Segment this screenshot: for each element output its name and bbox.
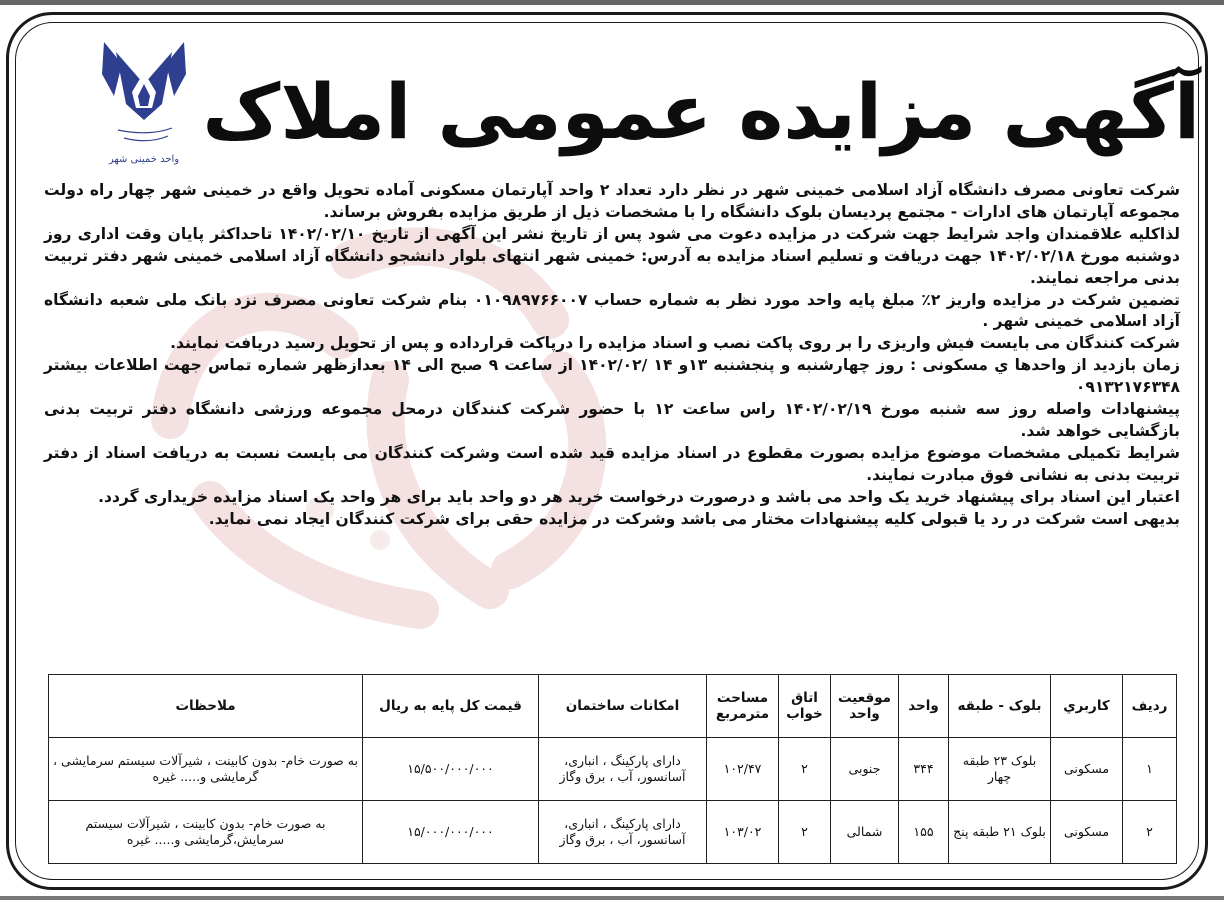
page-title: آگهی مزایده عمومی املاک xyxy=(202,67,1200,156)
paragraph-disclaimer: بدیهی است شرکت در رد یا قبولی کلیه پیشنهادات مختار می باشد وشرکت در مزایده حقی برای شرکت کنندگان ایجاد نمی نماید. xyxy=(208,509,1180,528)
header-row-number: ردیف xyxy=(1123,675,1177,738)
header-block-floor: بلوک - طبقه xyxy=(949,675,1051,738)
header-area: مساحت مترمربع xyxy=(707,675,779,738)
paragraph-invitation: لذاکلیه علاقمندان واجد شرایط جهت شرکت در مزایده دعوت می شود پس از تاریخ نشر این آگهی از تاریخ ۱۴۰۲/۰۲/۱۰ تاحداکثر پایان وقت اداری روز دوشنبه مورخ ۱۴۰۲/۰۲/۱۸ جهت دریافت و تسلیم اسناد مزایده به آدرس: خمینی شهر انتهای بلوار دانشجو دانشگاه آزاد اسلامی خمینی شهر دفتر تربیت بدنی مراجعه نمایند. xyxy=(44,224,1180,287)
top-rule xyxy=(0,0,1224,5)
header-facilities: امکانات ساختمان xyxy=(539,675,707,738)
university-logo-icon xyxy=(96,34,192,174)
cell-area: ۱۰۳/۰۲ xyxy=(707,801,779,864)
cell-notes: به صورت خام- بدون کابینت ، شیرآلات سیستم سرمایش،گرمایشی و..... غیره xyxy=(49,801,363,864)
paragraph-visit-time: زمان بازدید از واحدها ي مسکونی : روز چهارشنبه و پنجشنبه ۱۳و ۱۴ /۱۴۰۲/۰۲ از ساعت ۹ صبح الی ۱۴ بعدازظهر شماره تماس جهت اطلاعات بیشتر ۰۹۱۳۲۱۷۶۳۴۸ xyxy=(44,356,1181,397)
header-base-price: قیمت کل پایه به ریال xyxy=(363,675,539,738)
cell-row-number: ۲ xyxy=(1123,801,1177,864)
logo-caption: واحد خمینی شهر xyxy=(108,154,180,165)
cell-block-floor: بلوک ۲۱ طبقه پنج xyxy=(949,801,1051,864)
bottom-rule xyxy=(0,896,1224,900)
paragraph-envelope: شرکت کنندگان می بایست فیش واریزی را بر روی پاکت نصب و اسناد مزایده را درپاکت قرارداده و پس از تحویل رسید دریافت نمایند. xyxy=(170,334,1180,353)
paragraph-opening: پیشنهادات واصله روز سه شنبه مورخ ۱۴۰۲/۰۲/۱۹ راس ساعت ۱۲ با حضور شرکت کنندگان درمحل مجموعه ورزشی دانشگاه دفتر تربیت بدنی بازگشایی خواهد شد. xyxy=(44,400,1180,440)
cell-bedrooms: ۲ xyxy=(779,801,831,864)
cell-facilities: دارای پارکینگ ، انباری، آسانسور، آب ، برق وگاز xyxy=(539,801,707,864)
table-row xyxy=(49,738,1177,801)
cell-block-floor: بلوک ۲۳ طبقه چهار xyxy=(949,738,1051,801)
paragraph-intro: شرکت تعاونی مصرف دانشگاه آزاد اسلامی خمینی شهر در نظر دارد تعداد ۲ واحد آپارتمان مسکونی آماده تحویل واقع در خمینی شهر چهار راه دولت مجموعه آپارتمان های ادارات - مجتمع پردیسان بلوک دانشگاه را با مشخصات ذیل از طریق مزایده بفروش برساند. xyxy=(44,181,1180,221)
announcement-body xyxy=(44,180,1180,531)
header-unit: واحد xyxy=(899,675,949,738)
header-notes: ملاحظات xyxy=(49,675,363,738)
cell-usage: مسکونی xyxy=(1051,738,1123,801)
cell-unit: ۳۴۴ xyxy=(899,738,949,801)
header-bedrooms: اتاق خواب xyxy=(779,675,831,738)
units-table xyxy=(48,674,1177,864)
cell-row-number: ۱ xyxy=(1123,738,1177,801)
cell-notes: به صورت خام- بدون کابینت ، شیرآلات سیستم سرمایشی ، گرمایشی و..... غیره xyxy=(49,738,363,801)
cell-bedrooms: ۲ xyxy=(779,738,831,801)
cell-usage: مسکونی xyxy=(1051,801,1123,864)
cell-position: جنوبی xyxy=(831,738,899,801)
cell-unit: ۱۵۵ xyxy=(899,801,949,864)
header-position: موقعیت واحد xyxy=(831,675,899,738)
table-row xyxy=(49,801,1177,864)
paragraph-guarantee: تضمین شرکت در مزایده واریز ۲٪ مبلغ پایه واحد مورد نظر به شماره حساب ۰۱۰۹۸۹۷۶۶۰۰۷ بنام شرکت تعاونی مصرف نزد بانک ملی شعبه دانشگاه آزاد اسلامی خمینی شهر . xyxy=(44,290,1180,331)
paragraph-conditions: شرایط تکمیلی مشخصات موضوع مزایده بصورت مقطوع در اسناد مزایده قید شده است وشرکت کنندگان می بایست نسبت به دریافت اسناد از دفتر تربیت بدنی به نشانی فوق مبادرت نمایند. xyxy=(44,443,1180,484)
paragraph-validity: اعتبار این اسناد برای پیشنهاد خرید یک واحد می باشد و درصورت درخواست خرید هر دو واحد باید برای هر واحد یک اسناد مزایده خریداری گردد. xyxy=(98,487,1180,506)
cell-position: شمالی xyxy=(831,801,899,864)
header-usage: كاربري xyxy=(1051,675,1123,738)
cell-base-price: ۱۵/۰۰۰/۰۰۰/۰۰۰ xyxy=(363,801,539,864)
cell-area: ۱۰۲/۴۷ xyxy=(707,738,779,801)
table-header-row xyxy=(49,675,1177,738)
cell-facilities: دارای پارکینگ ، انباری، آسانسور، آب ، برق وگاز xyxy=(539,738,707,801)
cell-base-price: ۱۵/۵۰۰/۰۰۰/۰۰۰ xyxy=(363,738,539,801)
